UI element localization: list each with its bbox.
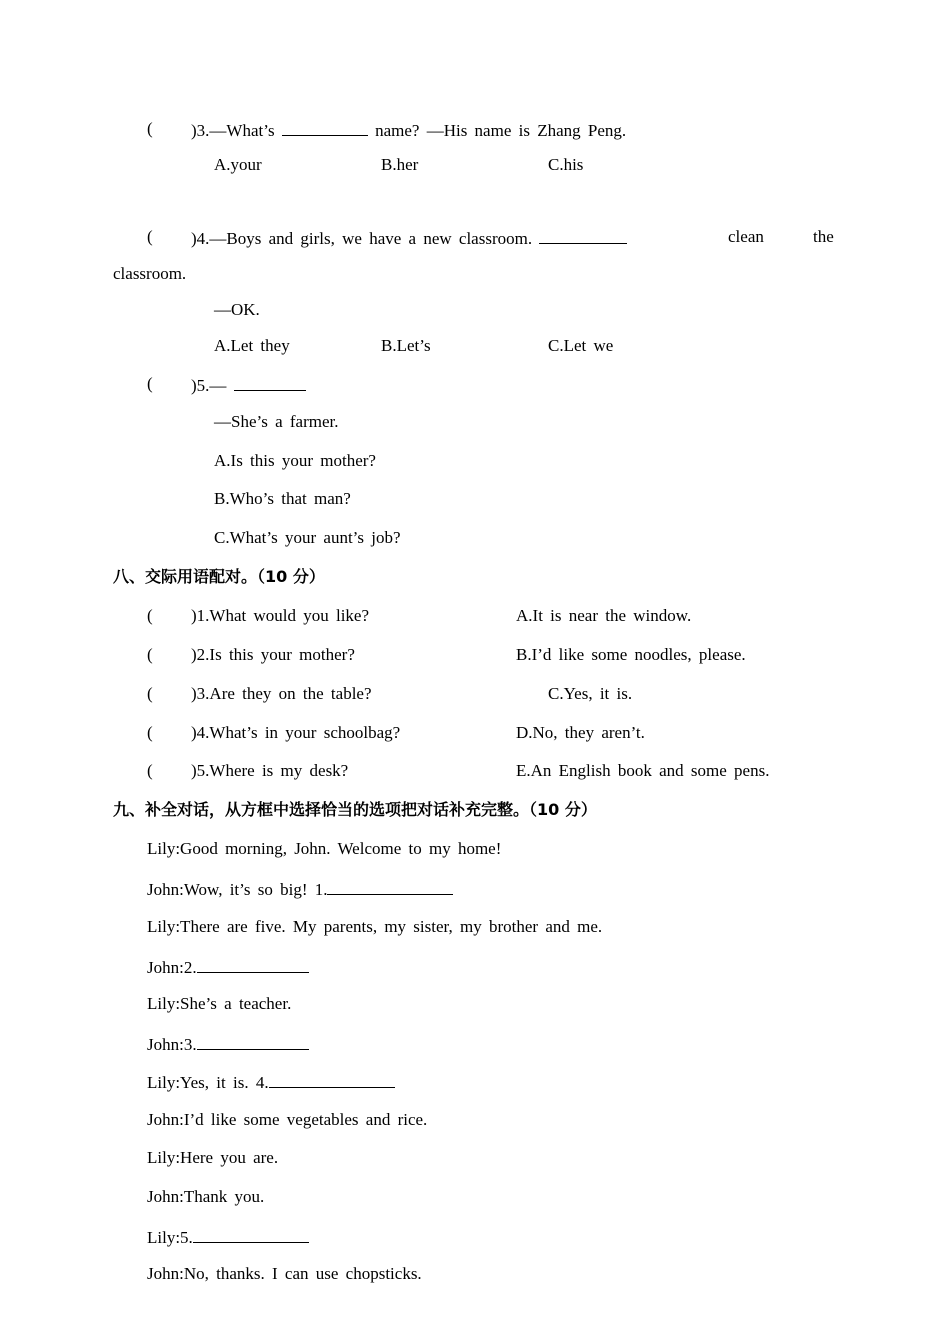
q5-answer-blank[interactable] — [234, 374, 306, 391]
dialogue-line-12: John:No, thanks. I can use chopsticks. — [147, 1264, 422, 1283]
q4-option-a: A.Let they — [214, 336, 290, 355]
dialogue-line-4 — [147, 956, 309, 978]
dialogue-line-8: John:I’d like some vegetables and rice. — [147, 1110, 428, 1129]
q3-paren: ( — [147, 119, 153, 138]
dialogue-line-11 — [147, 1226, 309, 1248]
q5-paren: ( — [147, 374, 153, 393]
q3-stem-end: name? —His name is Zhang Peng. — [375, 121, 627, 140]
q3-answer-blank[interactable] — [282, 119, 368, 136]
section9-title: 九、补全对话，从方框中选择恰当的选项把对话补充完整。（10 分） — [113, 800, 597, 819]
q5-option-c: C.What’s your aunt’s job? — [214, 528, 401, 547]
q4-paren: ( — [147, 227, 153, 246]
s8-answer-e: E.An English book and some pens. — [516, 761, 770, 780]
dialogue-line-5: Lily:She’s a teacher. — [147, 994, 292, 1013]
s8-q1-paren: ( — [147, 606, 153, 625]
s8-q2-paren: ( — [147, 645, 153, 664]
dialogue-line-9: Lily:Here you are. — [147, 1148, 279, 1167]
q3-stem-start: )3.—What’s — [191, 121, 275, 140]
s8-answer-a: A.It is near the window. — [516, 606, 692, 625]
s8-q5-text: )5.Where is my desk? — [191, 761, 349, 780]
dialogue-line-7 — [147, 1071, 395, 1093]
q4-reply: —OK. — [214, 300, 260, 319]
s8-q3-text: )3.Are they on the table? — [191, 684, 372, 703]
q5-reply: —She’s a farmer. — [214, 412, 339, 431]
dialogue-line-10: John:Thank you. — [147, 1187, 265, 1206]
dialogue-line-2-text: John:Wow, it’s so big! 1. — [147, 880, 328, 899]
dialogue-line-3: Lily:There are five. My parents, my sister, my brother and me. — [147, 917, 603, 936]
q3-option-c: C.his — [548, 155, 584, 174]
q4-stem — [191, 227, 627, 249]
s8-answer-d: D.No, they aren’t. — [516, 723, 645, 742]
dialogue-line-6-text: John:3. — [147, 1035, 197, 1054]
s8-q2-text: )2.Is this your mother? — [191, 645, 355, 664]
s8-q1-text: )1.What would you like? — [191, 606, 370, 625]
q5-stem — [191, 374, 306, 396]
dialogue-line-2 — [147, 878, 453, 900]
q4-option-b: B.Let’s — [381, 336, 431, 355]
q5-option-a: A.Is this your mother? — [214, 451, 376, 470]
q4-option-c: C.Let we — [548, 336, 614, 355]
dialogue-line-1: Lily:Good morning, John. Welcome to my home! — [147, 839, 502, 858]
s8-q4-text: )4.What’s in your schoolbag? — [191, 723, 401, 742]
s8-q4-paren: ( — [147, 723, 153, 742]
dialogue-blank-2[interactable] — [197, 956, 309, 973]
q3-option-a: A.your — [214, 155, 262, 174]
dialogue-line-11-text: Lily:5. — [147, 1228, 193, 1247]
dialogue-blank-5[interactable] — [193, 1226, 309, 1243]
s8-answer-b: B.I’d like some noodles, please. — [516, 645, 746, 664]
dialogue-line-7-text: Lily:Yes, it is. 4. — [147, 1073, 269, 1092]
q4-answer-blank[interactable] — [539, 227, 627, 244]
q4-stem-continuation: classroom. — [113, 264, 187, 283]
q4-word-the: the — [813, 227, 834, 246]
q4-stem-start: )4.—Boys and girls, we have a new classroom. — [191, 229, 533, 248]
s8-q5-paren: ( — [147, 761, 153, 780]
q5-option-b: B.Who’s that man? — [214, 489, 351, 508]
q5-stem-start: )5.— — [191, 376, 227, 395]
s8-answer-c: C.Yes, it is. — [548, 684, 633, 703]
dialogue-blank-4[interactable] — [269, 1071, 395, 1088]
dialogue-line-6 — [147, 1033, 309, 1055]
dialogue-line-4-text: John:2. — [147, 958, 197, 977]
q3-stem — [191, 119, 626, 141]
dialogue-blank-1[interactable] — [327, 878, 453, 895]
dialogue-blank-3[interactable] — [197, 1033, 309, 1050]
s8-q3-paren: ( — [147, 684, 153, 703]
section8-title: 八、交际用语配对。（10 分） — [113, 567, 325, 586]
q3-option-b: B.her — [381, 155, 419, 174]
q4-word-clean: clean — [728, 227, 764, 246]
